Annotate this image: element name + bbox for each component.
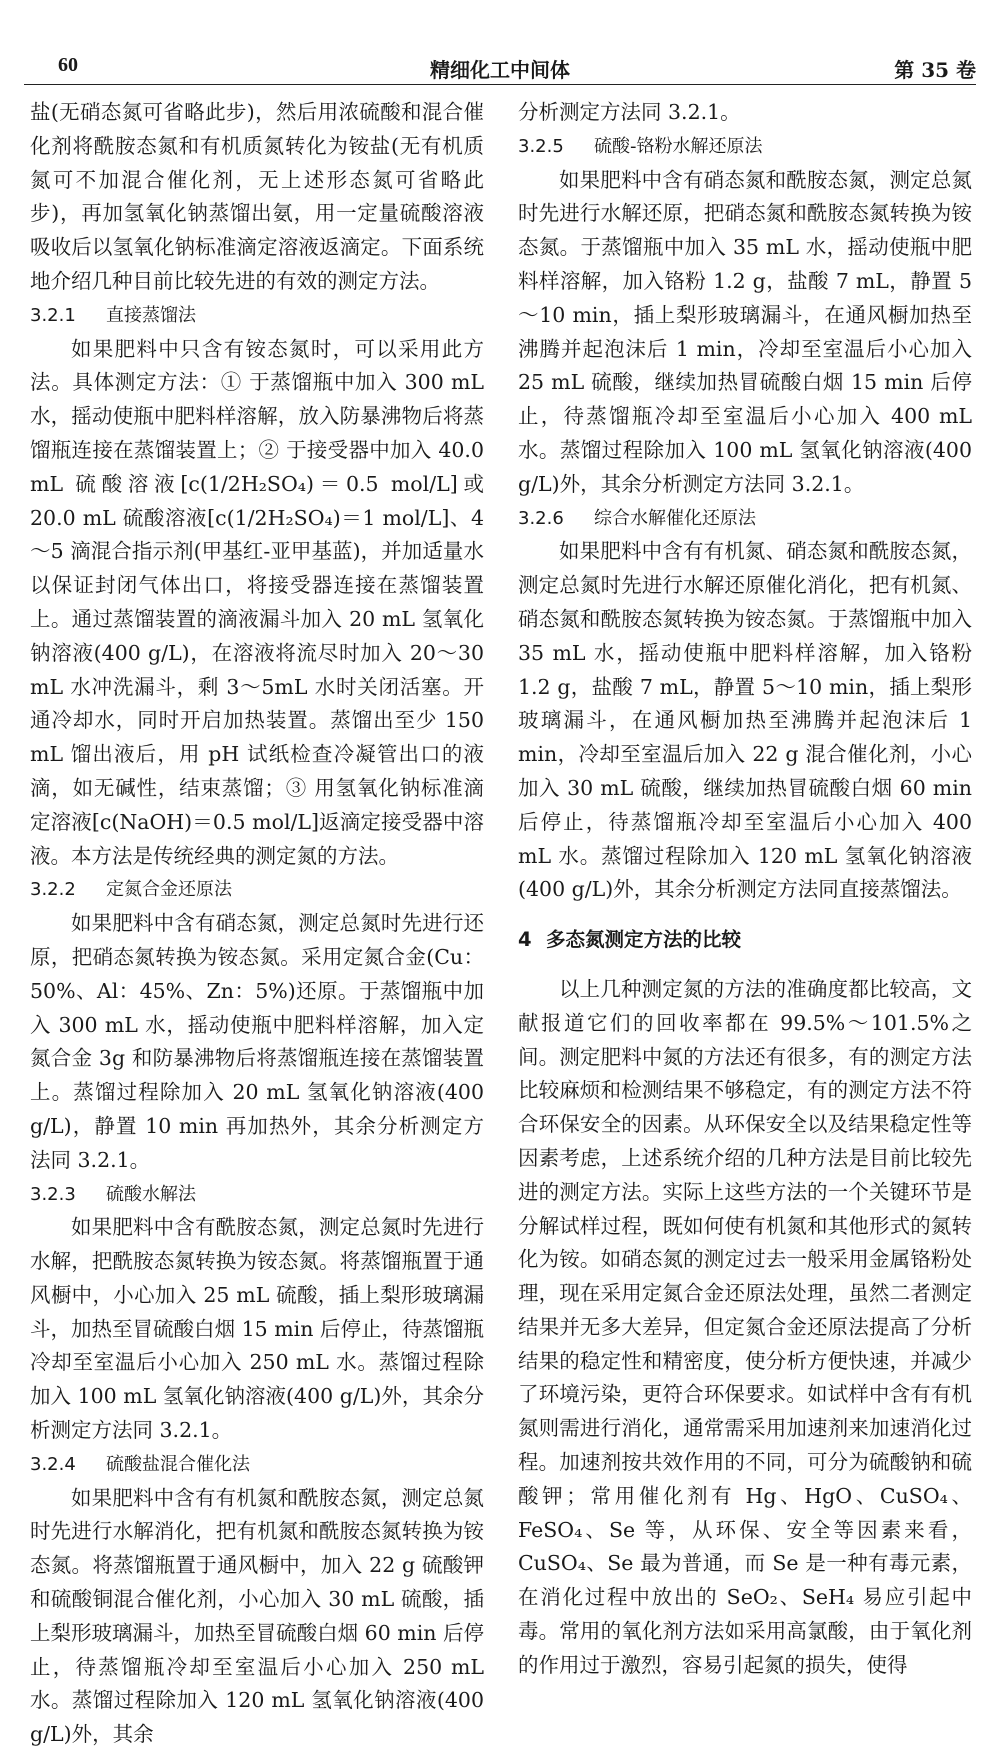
section-body-4: 以上几种测定氮的方法的准确度都比较高，文献报道它们的回收率都在 99.5%～101.5%之间。测定肥料中氮的方法还有很多，有的测定方法比较麻烦和检测结果不够稳定，有的测定方法不符合环保安全的因素。从环保安全以及结果稳定性等因素考虑，上述系统介绍的几种方法是目前比较先进的测定方法。实际上这些方法的一个关键环节是分解试样过程，既如何使有机氮和其他形式的氮转化为铵。如硝态氮的测定过去一般采用金属铬粉处理，现在采用定氮合金还原法处理，虽然二者测定结果并无多大差异，但定氮合金还原法提高了分析结果的稳定性和精密度，使分析方便快速，并减少了环境污染，更符合环保要求。如试样中含有有机氮则需进行消化，通常需采用加速剂来加速消化过程。加速剂按共效作用的不同，可分为硫酸钠和硫酸钾；常用催化剂有 Hg、HgO、CuSO₄、FeSO₄、Se 等，从环保、安全等因素来看，CuSO₄、Se 最为普通，而 Se 是一种有毒元素，在消化过程中放出的 SeO₂、SeH₄ 易应引起中毒。常用的氧化剂方法如采用高氯酸，由于氧化剂的作用过于激烈，容易引起氮的损失，使得 <box>518 976 972 1677</box>
section-heading-3-2-3 <box>30 1178 484 1212</box>
section-number: 4 <box>518 928 532 952</box>
section-title: 多态氮测定方法的比较 <box>546 928 742 952</box>
section-heading-3-2-2 <box>30 873 484 907</box>
section-heading-3-2-5 <box>518 130 972 164</box>
section-body-3-2-4: 如果肥料中含有有机氮和酰胺态氮，测定总氮时先进行水解消化，把有机氮和酰胺态氮转换为铵态氮。将蒸馏瓶置于通风橱中，加入 22 g 硫酸钾和硫酸铜混合催化剂，小心加入 30 mL 硫酸，插上梨形玻璃漏斗，加热至冒硫酸白烟 60 min 后停止，待蒸馏瓶冷却至室温后小心加入 250 mL 水。蒸馏过程除加入 120 mL 氢氧化钠溶液(400 g/L)外，其余 <box>30 1485 484 1747</box>
section-title: 硫酸-铬粉水解还原法 <box>594 135 763 157</box>
section-number: 3.2.3 <box>30 1183 76 1205</box>
section-number: 3.2.6 <box>518 507 564 529</box>
section-number: 3.2.2 <box>30 879 76 901</box>
section-body-3-2-1: 如果肥料中只含有铵态氮时，可以采用此方法。具体测定方法：① 于蒸馏瓶中加入 300 mL 水，摇动使瓶中肥料样溶解，放入防暴沸物后将蒸馏瓶连接在蒸馏装置上；② 于接受器中加入 40.0 mL 硫酸溶液[c(1/2H₂SO₄)＝0.5 mol/L]或 20.0 mL 硫酸溶液[c(1/2H₂SO₄)＝1 mol/L]、4～5 滴混合指示剂(甲基红-亚甲基蓝)，并加适量水以保证封闭气体出口，将接受器连接在蒸馏装置上。通过蒸馏装置的滴液漏斗加入 20 mL 氢氧化钠溶液(400 g/L)，在溶液将流尽时加入 20～30 mL 水冲洗漏斗，剩 3～5mL 水时关闭活塞。开通冷却水，同时开启加热装置。蒸馏出至少 150 mL 馏出液后，用 pH 试纸检查冷凝管出口的液滴，如无碱性，结束蒸馏；③ 用氢氧化钠标准滴定溶液[c(NaOH)＝0.5 mol/L]返滴定接受器中溶液。本方法是传统经典的测定氮的方法。 <box>30 336 484 868</box>
section-title: 硫酸水解法 <box>106 1183 196 1205</box>
section-title: 定氮合金还原法 <box>106 879 232 901</box>
section-body-3-2-3: 如果肥料中含有酰胺态氮，测定总氮时先进行水解，把酰胺态氮转换为铵态氮。将蒸馏瓶置于通风橱中，小心加入 25 mL 硫酸，插上梨形玻璃漏斗，加热至冒硫酸白烟 15 min 后停止，待蒸馏瓶冷却至室温后小心加入 250 mL 水。蒸馏过程除加入 100 mL 氢氧化钠溶液(400 g/L)外，其余分析测定方法同 3.2.1。 <box>30 1215 484 1443</box>
section-heading-4 <box>518 923 972 957</box>
right-column <box>518 96 972 1683</box>
section-spacer <box>518 957 972 973</box>
section-number: 3.2.5 <box>518 135 564 157</box>
section-body-3-2-2: 如果肥料中含有硝态氮，测定总氮时先进行还原，把硝态氮转换为铵态氮。采用定氮合金(Cu：50%、Al：45%、Zn：5%)还原。于蒸馏瓶中加入 300 mL 水，摇动使瓶中肥料样溶解，加入定氮合金 3g 和防暴沸物后将蒸馏瓶连接在蒸馏装置上。蒸馏过程除加入 20 mL 氢氧化钠溶液(400 g/L)，静置 10 min 再加热外，其余分析测定方法同 3.2.1。 <box>30 911 484 1172</box>
section-title: 硫酸盐混合催化法 <box>106 1453 250 1475</box>
volume-label: 第 35 卷 <box>894 58 976 82</box>
page-number: 60 <box>58 54 78 76</box>
section-heading-3-2-4 <box>30 1448 484 1482</box>
page-header <box>24 48 976 85</box>
section-body-3-2-6: 如果肥料中含有有机氮、硝态氮和酰胺态氮，测定总氮时先进行水解还原催化消化，把有机氮、硝态氮和酰胺态氮转换为铵态氮。于蒸馏瓶中加入 35 mL 水，摇动使瓶中肥料样溶解，加入铬粉 1.2 g，盐酸 7 mL，静置 5～10 min，插上梨形玻璃漏斗，在通风橱加热至沸腾并起泡沫后 1 min，冷却至室温后加入 22 g 混合催化剂，小心加入 30 mL 硫酸，继续加热冒硫酸白烟 60 min 后停止，待蒸馏瓶冷却至室温后小心加入 400 mL 水。蒸馏过程除加入 120 mL 氢氧化钠溶液(400 g/L)外，其余分析测定方法同直接蒸馏法。 <box>518 539 972 902</box>
section-number: 3.2.1 <box>30 304 76 326</box>
section-title: 综合水解催化还原法 <box>594 507 756 529</box>
section-title: 直接蒸馏法 <box>106 304 196 326</box>
section-body-3-2-5: 如果肥料中含有硝态氮和酰胺态氮，测定总氮时先进行水解还原，把硝态氮和酰胺态氮转换为铵态氮。于蒸馏瓶中加入 35 mL 水，摇动使瓶中肥料样溶解，加入铬粉 1.2 g，盐酸 7 mL，静置 5～10 min，插上梨形玻璃漏斗，在通风橱加热至沸腾并起泡沫后 1 min，冷却至室温后小心加入 25 mL 硫酸，继续加热冒硫酸白烟 15 min 后停止，待蒸馏瓶冷却至室温后小心加入 400 mL 水。蒸馏过程除加入 100 mL 氢氧化钠溶液(400 g/L)外，其余分析测定方法同 3.2.1。 <box>518 167 972 496</box>
left-column <box>30 96 484 1752</box>
section-body-3-2-4-continued: 分析测定方法同 3.2.1。 <box>518 100 741 124</box>
section-spacer <box>518 907 972 923</box>
section-heading-3-2-6 <box>518 502 972 536</box>
journal-title: 精细化工中间体 <box>430 58 570 82</box>
section-number: 3.2.4 <box>30 1453 76 1475</box>
section-heading-3-2-1 <box>30 299 484 333</box>
intro-paragraph: 盐(无硝态氮可省略此步)，然后用浓硫酸和混合催化剂将酰胺态氮和有机质氮转化为铵盐(无有机质氮可不加混合催化剂，无上述形态氮可省略此步)，再加氢氧化钠蒸馏出氨，用一定量硫酸溶液吸收后以氢氧化钠标准滴定溶液返滴定。下面系统地介绍几种目前比较先进的有效的测定方法。 <box>30 100 484 293</box>
